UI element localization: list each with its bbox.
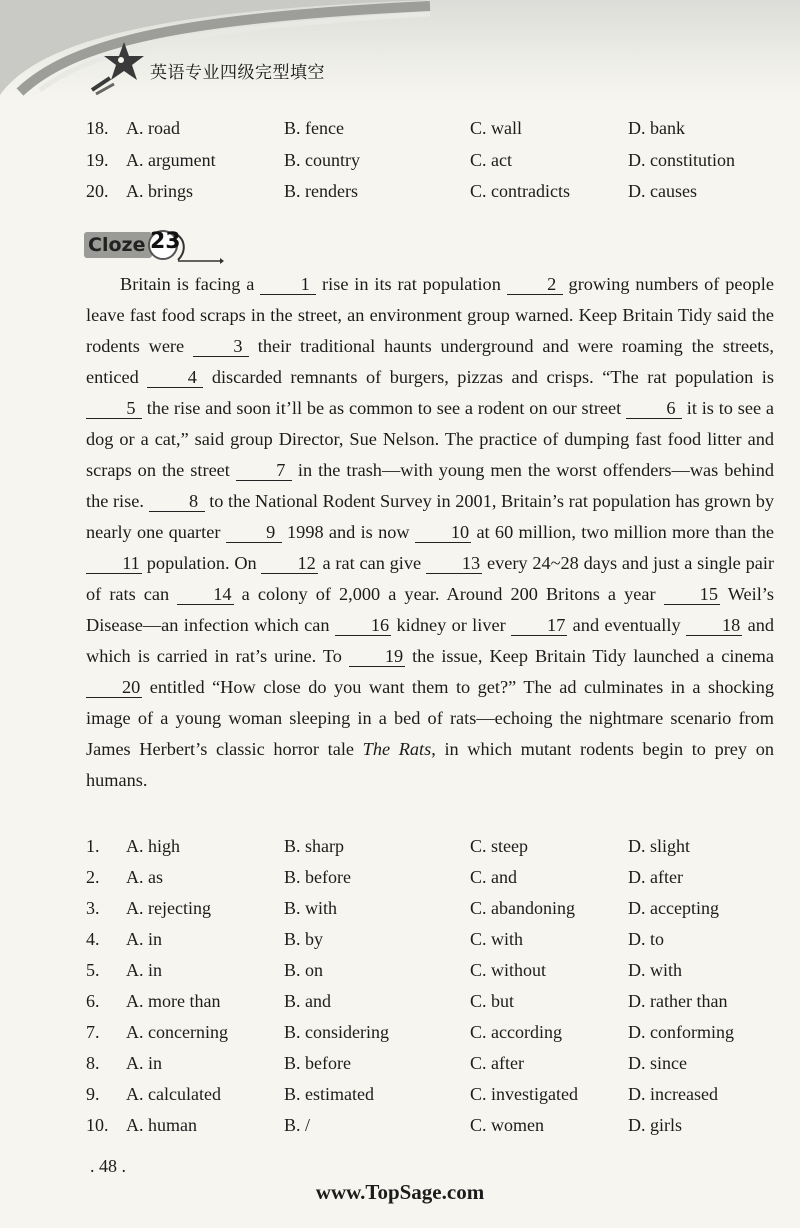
option-c: C. investigated: [470, 1084, 578, 1104]
option-a: A. brings: [126, 181, 193, 201]
option-a: A. road: [126, 118, 180, 138]
footer-website: www.TopSage.com: [315, 1180, 485, 1204]
option-a: A. in: [126, 960, 162, 980]
option-number: 5.: [86, 960, 100, 980]
option-c: C. according: [470, 1022, 562, 1042]
option-a: A. in: [126, 1053, 162, 1073]
option-d: D. bank: [628, 118, 685, 138]
blank-2: 2: [507, 274, 563, 295]
option-d: D. slight: [628, 836, 691, 856]
option-a: A. as: [126, 867, 163, 887]
star-mascot-icon: [88, 40, 148, 96]
option-c: C. act: [470, 150, 512, 170]
option-c: C. with: [470, 929, 524, 949]
blank-6: 6: [626, 398, 682, 419]
option-a: A. human: [126, 1115, 197, 1135]
option-c: C. abandoning: [470, 898, 575, 918]
option-number: 7.: [86, 1022, 100, 1042]
option-a: A. rejecting: [126, 898, 211, 918]
blank-10: 10: [415, 522, 471, 543]
blank-7: 7: [236, 460, 292, 481]
option-d: D. causes: [628, 181, 697, 201]
option-a: A. more than: [126, 991, 221, 1011]
blank-15: 15: [664, 584, 720, 605]
option-b: B. sharp: [284, 836, 344, 856]
option-c: C. without: [470, 960, 547, 980]
option-d: D. rather than: [628, 991, 728, 1011]
option-c: C. wall: [470, 118, 522, 138]
blank-3: 3: [193, 336, 249, 357]
blank-13: 13: [426, 553, 482, 574]
option-number: 8.: [86, 1053, 100, 1073]
cloze-label: Cloze: [88, 234, 146, 256]
option-a: A. in: [126, 929, 162, 949]
option-c: C. after: [470, 1053, 524, 1073]
option-b: B. country: [284, 150, 360, 170]
option-b: B. considering: [284, 1022, 389, 1042]
option-b: B. fence: [284, 118, 344, 138]
passage-paragraph: Britain is facing a 1 rise in its rat population 2 growing numbers of people leave fast food scraps in the street, an environment group warned. Keep Britain Tidy said the rodents were 3 their traditional haunts underground and were roaming the streets, enticed 4 discarded remnants of burgers, pizzas and crisps. “The rat population is 5 the rise and soon it’ll be as common to see a rodent on our street 6 it is to see a dog or a cat,” said group Director, Sue Nelson. The practice of dumping fast food litter and scraps on the street 7 in the trash—with young men the worst offenders—was behind the rise. 8 to the National Rodent Survey in 2001, Britain’s rat population has grown by nearly one quarter 9 1998 and is now 10 at 60 million, two million more than the 11 population. On 12 a rat can give 13 every 24~28 days and just a single pair of rats can 14 a colony of 2,000 a year. Around 200 Britons a year 15 Weil’s Disease—an infection which can 16 kidney or liver 17 and eventually 18 and which is carried in rat’s urine. To 19 the issue, Keep Britain Tidy launched a cinema 20 entitled “How close do you want them to get?” The ad culminates in a shocking image of a young woman sleeping in a bed of rats—echoing the nightmare scenario from James Herbert’s classic horror tale The Rats, in which mutant rodents begin to prey on humans.: [86, 274, 774, 790]
blank-14: 14: [177, 584, 233, 605]
blank-12: 12: [261, 553, 317, 574]
option-number: 10.: [86, 1115, 109, 1135]
option-b: B. by: [284, 929, 324, 949]
option-b: B. /: [284, 1115, 311, 1135]
option-d: D. conforming: [628, 1022, 734, 1042]
blank-17: 17: [511, 615, 567, 636]
option-b: B. on: [284, 960, 324, 980]
option-number: 19.: [86, 150, 109, 170]
option-d: D. after: [628, 867, 683, 887]
option-number: 6.: [86, 991, 100, 1011]
blank-11: 11: [86, 553, 142, 574]
option-c: C. contradicts: [470, 181, 570, 201]
option-d: D. with: [628, 960, 682, 980]
option-a: A. argument: [126, 150, 216, 170]
blank-8: 8: [149, 491, 205, 512]
page-number: . 48 .: [90, 1156, 126, 1176]
option-number: 1.: [86, 836, 100, 856]
option-a: A. concerning: [126, 1022, 228, 1042]
option-number: 2.: [86, 867, 100, 887]
blank-16: 16: [335, 615, 391, 636]
blank-20: 20: [86, 677, 142, 698]
blank-9: 9: [226, 522, 282, 543]
option-c: C. steep: [470, 836, 528, 856]
blank-19: 19: [349, 646, 405, 667]
option-a: A. high: [126, 836, 180, 856]
option-number: 18.: [86, 118, 109, 138]
cloze-number: 23: [150, 229, 181, 254]
option-c: C. women: [470, 1115, 544, 1135]
option-d: D. increased: [628, 1084, 718, 1104]
option-b: B. estimated: [284, 1084, 374, 1104]
option-number: 3.: [86, 898, 100, 918]
option-d: D. to: [628, 929, 664, 949]
option-number: 9.: [86, 1084, 100, 1104]
option-d: D. girls: [628, 1115, 682, 1135]
option-b: B. with: [284, 898, 338, 918]
blank-1: 1: [260, 274, 316, 295]
option-d: D. since: [628, 1053, 687, 1073]
option-c: C. and: [470, 867, 517, 887]
blank-4: 4: [147, 367, 203, 388]
blank-5: 5: [86, 398, 142, 419]
option-b: B. before: [284, 867, 351, 887]
option-number: 20.: [86, 181, 109, 201]
book-title-italic: The Rats: [362, 739, 432, 759]
blank-18: 18: [686, 615, 742, 636]
option-b: B. and: [284, 991, 331, 1011]
option-d: D. constitution: [628, 150, 735, 170]
passage: [86, 269, 774, 796]
option-number: 4.: [86, 929, 100, 949]
option-b: B. before: [284, 1053, 351, 1073]
option-a: A. calculated: [126, 1084, 221, 1104]
option-b: B. renders: [284, 181, 358, 201]
option-c: C. but: [470, 991, 515, 1011]
book-title: 英语专业四级完型填空: [150, 63, 325, 83]
option-d: D. accepting: [628, 898, 719, 918]
